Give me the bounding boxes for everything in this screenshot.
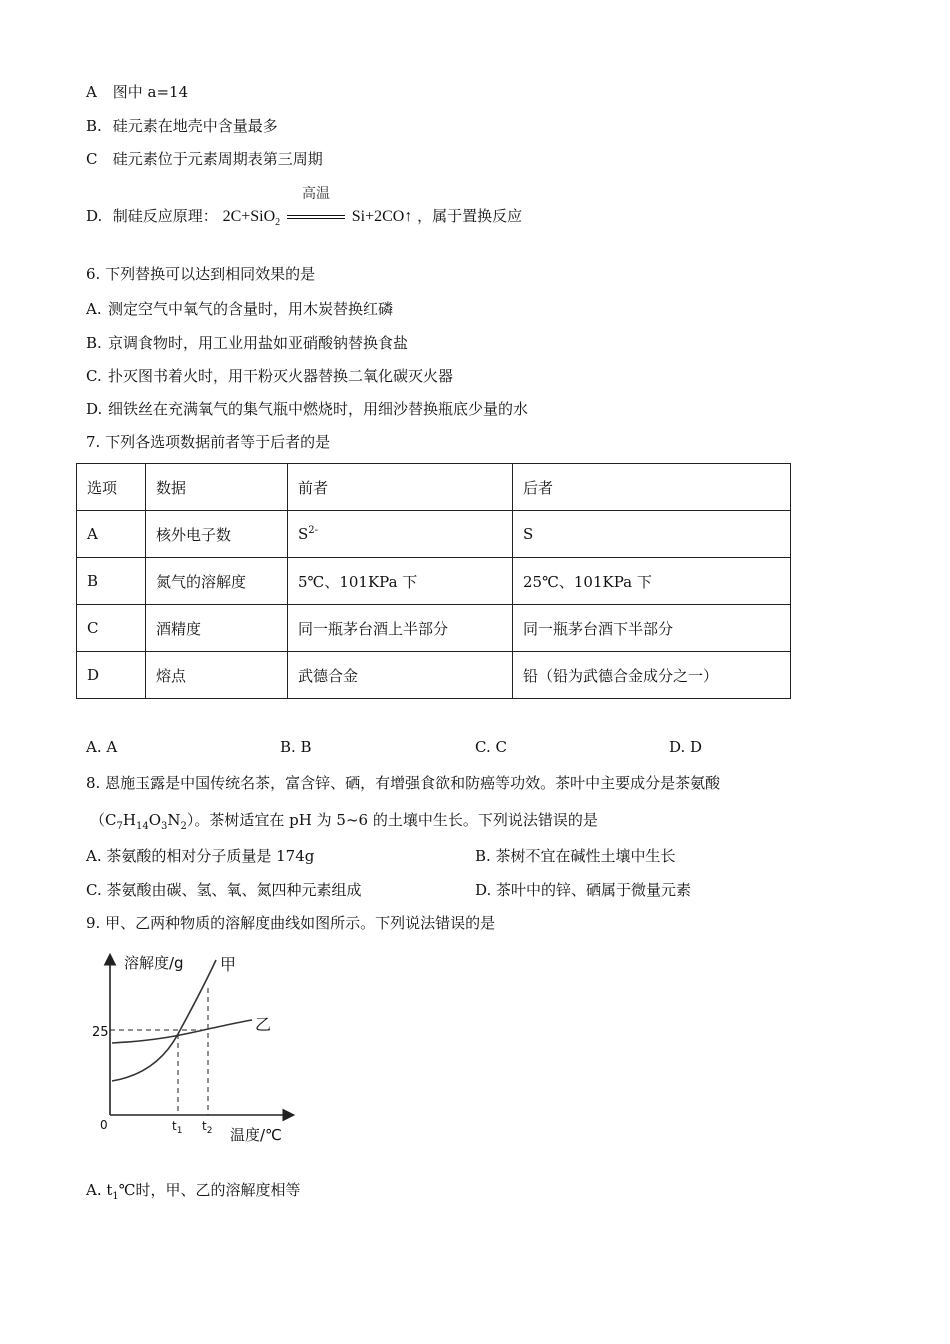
answer-a: A. A	[86, 738, 118, 756]
option-text: 硅元素位于元素周期表第三周期	[112, 150, 323, 168]
table-cell: C	[77, 605, 146, 652]
option-label: C	[86, 150, 98, 168]
table-row	[77, 605, 791, 652]
table-row	[77, 511, 791, 558]
q8-stem: 8. 恩施玉露是中国传统名茶，富含锌、硒，有增强食欲和防癌等功效。茶叶中主要成分是茶氨酸	[86, 774, 721, 792]
table-cell: 核外电子数	[146, 511, 288, 558]
y-axis-label: 溶解度/g	[124, 954, 184, 972]
option-suffix: ，属于置换反应	[417, 207, 523, 225]
q8-stem-rest: 。茶树适宜在 pH 为 5~6 的土壤中生长。下列说法错误的是	[194, 811, 598, 829]
option-label: D.	[86, 207, 103, 225]
equation-subscript: 2	[275, 217, 281, 229]
option-text: 测定空气中氧气的含量时，用木炭替换红磷	[108, 300, 394, 318]
series-yi-label: 乙	[255, 1015, 272, 1034]
option-prefix: 制硅反应原理：	[112, 207, 218, 225]
sulfide-ion: $S^{2-}$	[298, 525, 319, 543]
answer-b: B. B	[280, 738, 312, 756]
equation-right: Si+2CO↑	[351, 208, 413, 225]
q7-stem: 7. 下列各选项数据前者等于后者的是	[86, 433, 331, 451]
option-label: B.	[86, 334, 102, 352]
reaction-condition	[287, 186, 345, 226]
equation-left	[222, 208, 281, 229]
q5-option-d	[86, 186, 523, 233]
q8-option-a: A. 茶氨酸的相对分子质量是 174g	[86, 847, 315, 865]
option-label: A.	[86, 300, 102, 318]
table-header: 数据	[146, 464, 288, 511]
q9-stem: 9. 甲、乙两种物质的溶解度曲线如图所示。下列说法错误的是	[86, 914, 496, 932]
x-tick-label-t1: $t_1$	[172, 1119, 183, 1136]
table-cell: D	[77, 652, 146, 699]
q6-option-a	[86, 299, 393, 319]
option-text: 细铁丝在充满氧气的集气瓶中燃烧时，用细沙替换瓶底少量的水	[108, 400, 529, 418]
table-cell: 熔点	[146, 652, 288, 699]
table-cell: 铅（铅为武德合金成分之一）	[513, 652, 791, 699]
table-cell: 酒精度	[146, 605, 288, 652]
option-label: C.	[86, 367, 102, 385]
y-tick-label: 25	[92, 1025, 109, 1040]
answer-d: D. D	[669, 738, 703, 756]
q6-option-b	[86, 333, 408, 353]
answer-c: C. C	[475, 738, 507, 756]
equals-sign	[287, 215, 345, 219]
condition-label: 高温	[301, 186, 330, 202]
series-jia-label: 甲	[220, 955, 237, 974]
q6-option-d	[86, 399, 528, 419]
table-header-row	[77, 464, 791, 511]
x-axis-label: 温度/℃	[230, 1126, 282, 1144]
q8-option-d: D. 茶叶中的锌、硒属于微量元素	[475, 881, 692, 899]
table-header: 前者	[288, 464, 513, 511]
table-cell	[288, 511, 513, 558]
option-text: 图中 a=14	[112, 83, 189, 101]
table-cell: 同一瓶茅台酒上半部分	[288, 605, 513, 652]
q6-stem: 6. 下列替换可以达到相同效果的是	[86, 265, 316, 283]
option-text: 硅元素在地壳中含量最多	[112, 117, 278, 135]
q8-stem-continued	[90, 810, 598, 837]
option-label: A	[86, 83, 97, 101]
table-row	[77, 652, 791, 699]
table-cell: 同一瓶茅台酒下半部分	[513, 605, 791, 652]
series-yi-line	[112, 1020, 252, 1043]
equation-left-text: 2C+SiO	[222, 208, 276, 225]
chemical-formula: $(C_7H_{14}O_3N_2)$	[90, 811, 195, 832]
table-row	[77, 558, 791, 605]
table-cell: 武德合金	[288, 652, 513, 699]
table-cell: 25℃、101KPa 下	[513, 558, 791, 605]
option-label: D.	[86, 400, 103, 418]
table-cell: B	[77, 558, 146, 605]
series-jia-line	[112, 960, 216, 1081]
table-cell: A	[77, 511, 146, 558]
q5-option-c	[86, 149, 323, 169]
q5-option-a	[86, 82, 188, 102]
q5-option-b	[86, 116, 278, 136]
q9-option-a: A. $t_1℃$时，甲、乙的溶解度相等	[86, 1181, 301, 1202]
table-header: 后者	[513, 464, 791, 511]
table-cell: S	[513, 511, 791, 558]
table-cell: 5℃、101KPa 下	[288, 558, 513, 605]
q6-option-c	[86, 366, 453, 386]
q7-table	[76, 463, 791, 699]
q8-option-c: C. 茶氨酸由碳、氢、氧、氮四种元素组成	[86, 881, 362, 899]
x-tick-label-t2: $t_2$	[202, 1119, 213, 1136]
q8-option-b: B. 茶树不宜在碱性土壤中生长	[475, 847, 676, 865]
origin-label: 0	[100, 1118, 108, 1132]
solubility-chart	[92, 948, 312, 1148]
option-text: 扑灭图书着火时，用干粉灭火器替换二氧化碳灭火器	[108, 367, 454, 385]
option-label: B.	[86, 117, 102, 135]
table-cell: 氮气的溶解度	[146, 558, 288, 605]
table-header: 选项	[77, 464, 146, 511]
option-text: 京调食物时，用工业用盐如亚硝酸钠替换食盐	[108, 334, 409, 352]
